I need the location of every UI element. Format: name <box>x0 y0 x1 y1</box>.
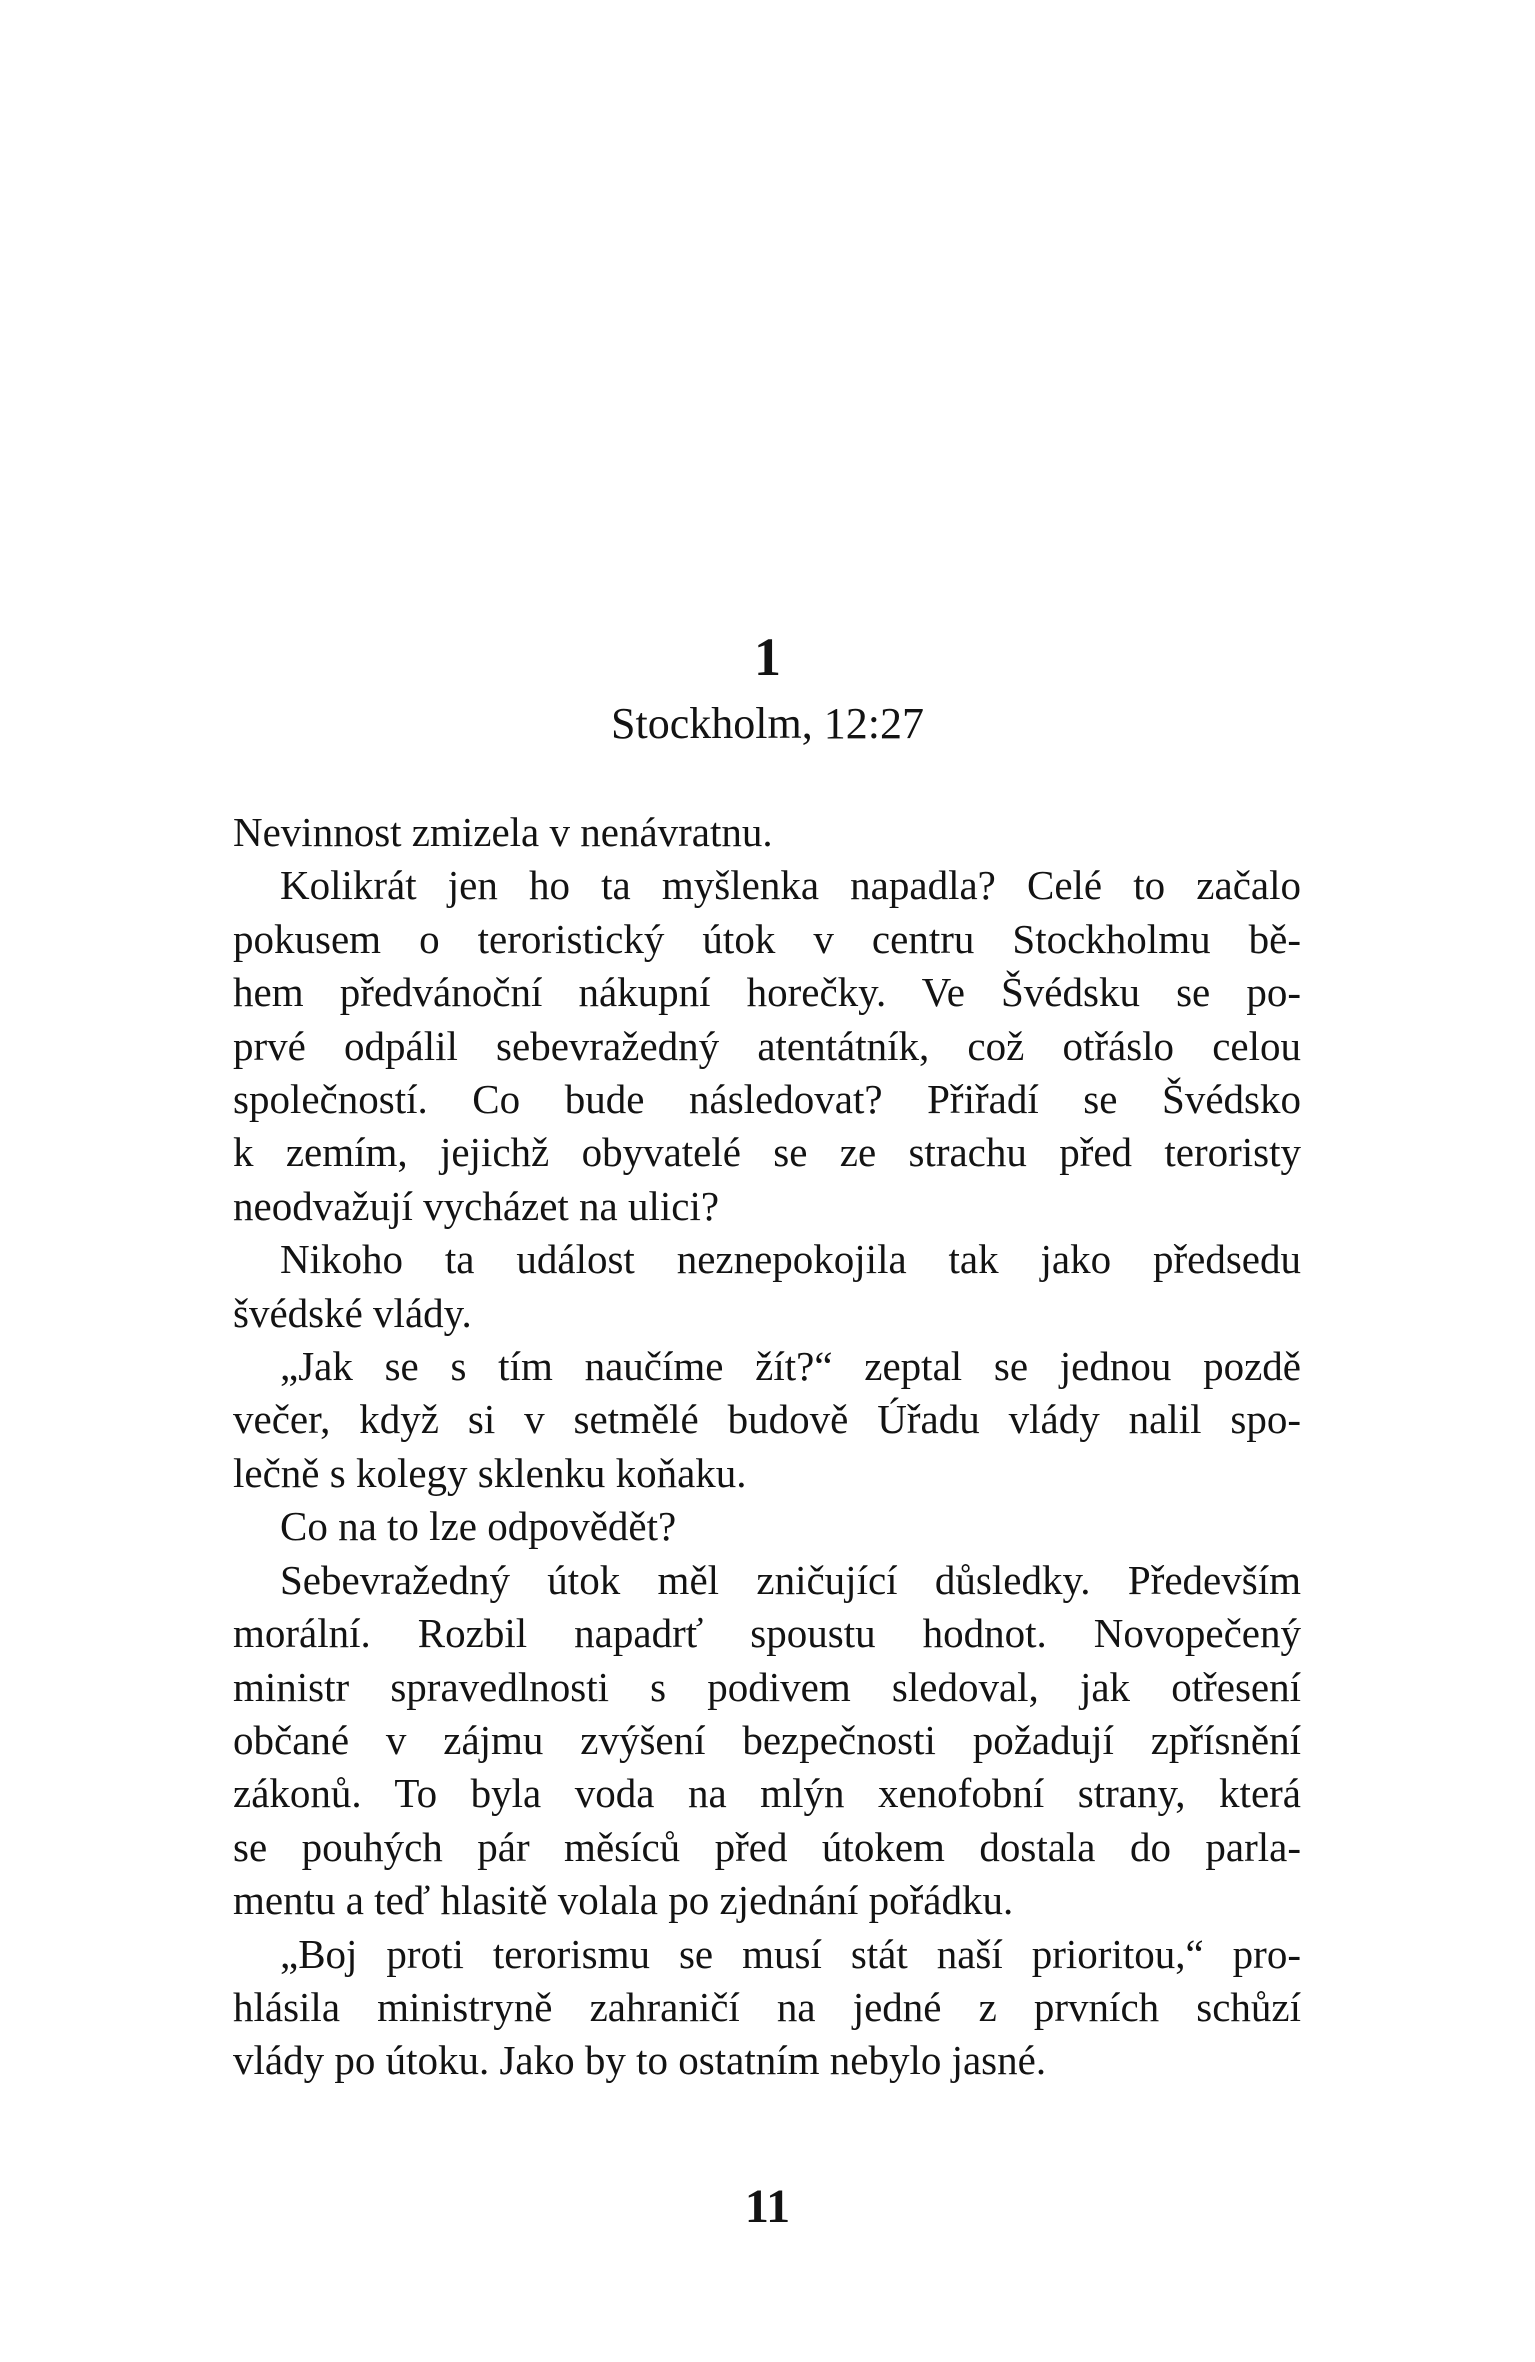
text-line: hem předvánoční nákupní horečky. Ve Švédsku se po- <box>233 969 1301 1016</box>
text-line: Co na to lze odpovědět? <box>280 1503 677 1550</box>
text-line: společností. Co bude následovat? Přiřadí se Švédsko <box>233 1076 1301 1123</box>
text-line: zákonů. To byla voda na mlýn xenofobní strany, která <box>233 1770 1301 1817</box>
text-line: vlády po útoku. Jako by to ostatním nebylo jasné. <box>233 2037 1047 2084</box>
text-line: „Jak se s tím naučíme žít?“ zeptal se jednou pozdě <box>280 1343 1301 1390</box>
text-line: „Boj proti terorismu se musí stát naší prioritou,“ pro- <box>280 1930 1301 1977</box>
text-line: ministr spravedlnosti s podivem sledoval, jak otřesení <box>233 1663 1301 1710</box>
text-line: Nevinnost zmizela v nenávratnu. <box>233 809 773 855</box>
text-line: hlásila ministryně zahraničí na jedné z prvních schůzí <box>233 1983 1301 2030</box>
text-line: pokusem o teroristický útok v centru Stockholmu bě- <box>233 915 1301 962</box>
chapter-subtitle: Stockholm, 12:27 <box>611 699 924 748</box>
text-line: k zemím, jejichž obyvatelé se ze strachu před teroristy <box>233 1129 1301 1176</box>
text-line: Kolikrát jen ho ta myšlenka napadla? Celé to začalo <box>280 862 1301 909</box>
page-number: 11 <box>744 2180 791 2233</box>
text-line: prvé odpálil sebevražedný atentátník, což otřáslo celou <box>233 1022 1301 1069</box>
text-line: mentu a teď hlasitě volala po zjednání pořádku. <box>233 1877 1014 1924</box>
text-line: morální. Rozbil napadrť spoustu hodnot. Novopečený <box>233 1610 1301 1657</box>
text-line: neodvažují vycházet na ulici? <box>233 1182 720 1229</box>
chapter-heading <box>0 627 1535 748</box>
text-line: večer, když si v setmělé budově Úřadu vlády nalil spo- <box>233 1396 1301 1443</box>
text-line: lečně s kolegy sklenku koňaku. <box>233 1449 747 1496</box>
chapter-number: 1 <box>754 627 781 687</box>
text-line: se pouhých pár měsíců před útokem dostala do parla- <box>233 1823 1301 1870</box>
text-line: občané v zájmu zvýšení bezpečnosti požadují zpřísnění <box>233 1716 1301 1763</box>
text-line: Sebevražedný útok měl zničující důsledky. Především <box>280 1556 1301 1603</box>
text-line: švédské vlády. <box>233 1289 472 1336</box>
text-line: Nikoho ta událost neznepokojila tak jako předsedu <box>280 1236 1301 1283</box>
body-text <box>233 806 1301 2088</box>
